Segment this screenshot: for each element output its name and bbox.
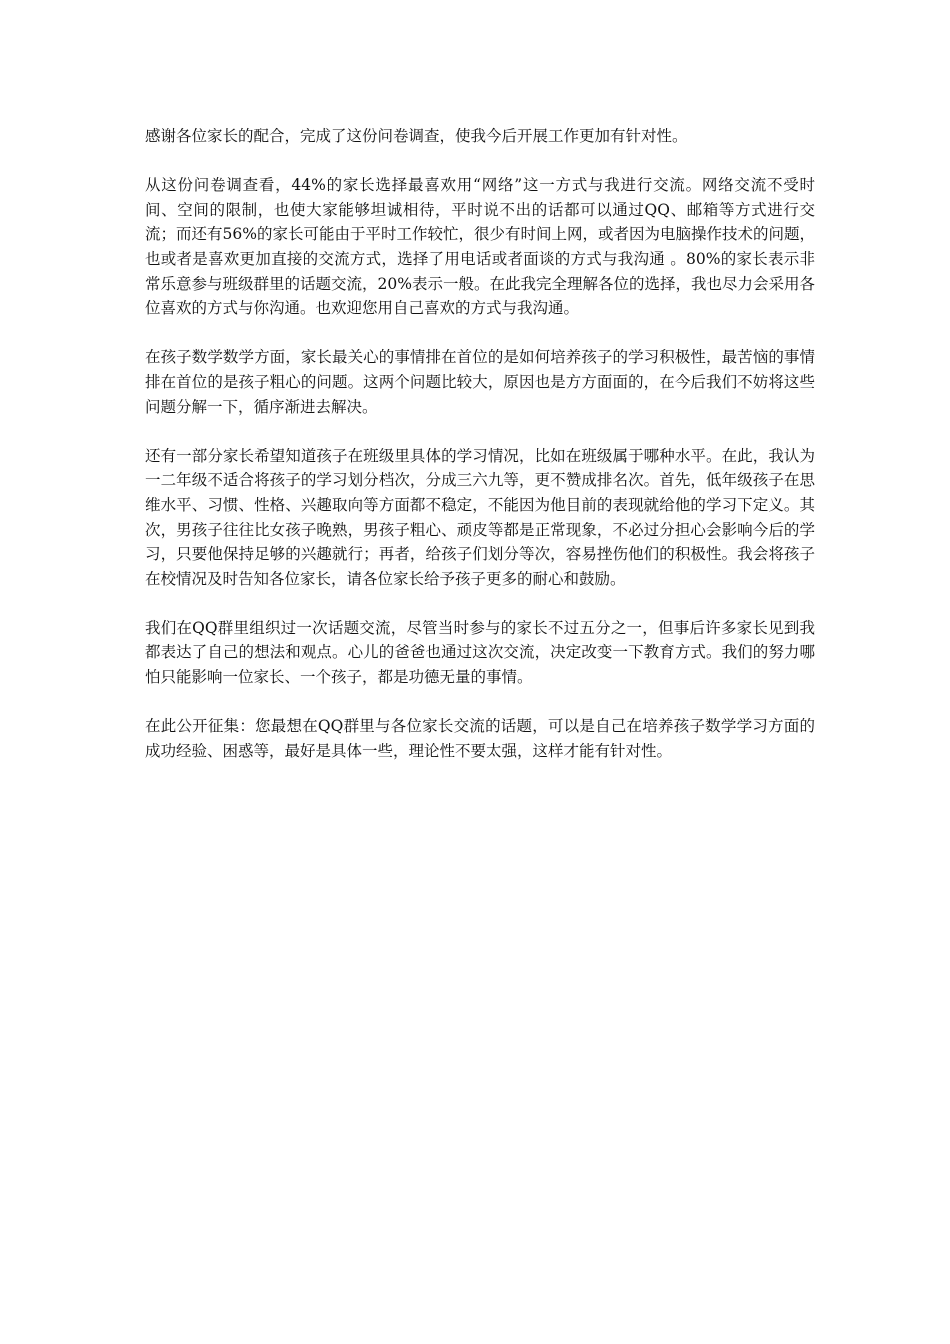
paragraph-qq-group: 我们在QQ群里组织过一次话题交流，尽管当时参与的家长不过五分之一，但事后许多家长见到我都表达了自己的想法和观点。心儿的爸爸也通过这次交流，决定改变一下教育方式。我们的努力哪怕只能影响一位家长、一个孩子，都是功德无量的事情。 (145, 618, 815, 687)
document-body (145, 124, 815, 763)
paragraph-thanks: 感谢各位家长的配合，完成了这份问卷调查，使我今后开展工作更加有针对性。 (145, 127, 688, 145)
paragraph-math-concerns: 在孩子数学数学方面，家长最关心的事情排在首位的是如何培养孩子的学习积极性，最苦恼的事情排在首位的是孩子粗心的问题。这两个问题比较大，原因也是方方面面的，在今后我们不妨将这些问题分解一下，循序渐进去解决。 (145, 348, 815, 416)
paragraph-survey-results: 从这份问卷调查看，44%的家长选择最喜欢用“网络”这一方式与我进行交流。网络交流不受时间、空间的限制，也使大家能够坦诚相待，平时说不出的话都可以通过QQ、邮箱等方式进行交流；而还有56%的家长可能由于平时工作较忙，很少有时间上网，或者因为电脑操作技术的问题，也或者是喜欢更加直接的交流方式，选择了用电话或者面谈的方式与我沟通 。80%的家长表示非常乐意参与班级群里的话题交流，20%表示一般。在此我完全理解各位的选择，我也尽力会采用各位喜欢的方式与你沟通。也欢迎您用自己喜欢的方式与我沟通。 (145, 176, 815, 318)
paragraph-call-for-topics: 在此公开征集：您最想在QQ群里与各位家长交流的话题，可以是自己在培养孩子数学学习方面的成功经验、困惑等，最好是具体一些，理论性不要太强，这样才能有针对性。 (145, 717, 815, 760)
paragraph-ranking-opinion: 还有一部分家长希望知道孩子在班级里具体的学习情况，比如在班级属于哪种水平。在此，我认为一二年级不适合将孩子的学习划分档次，分成三六九等，更不赞成排名次。首先，低年级孩子在思维水平、习惯、性格、兴趣取向等方面都不稳定，不能因为他目前的表现就给他的学习下定义。其次，男孩子往往比女孩子晚熟，男孩子粗心、顽皮等都是正常现象，不必过分担心会影响今后的学习，只要他保持足够的兴趣就行；再者，给孩子们划分等次，容易挫伤他们的积极性。我会将孩子在校情况及时告知各位家长，请各位家长给予孩子更多的耐心和鼓励。 (145, 446, 815, 588)
